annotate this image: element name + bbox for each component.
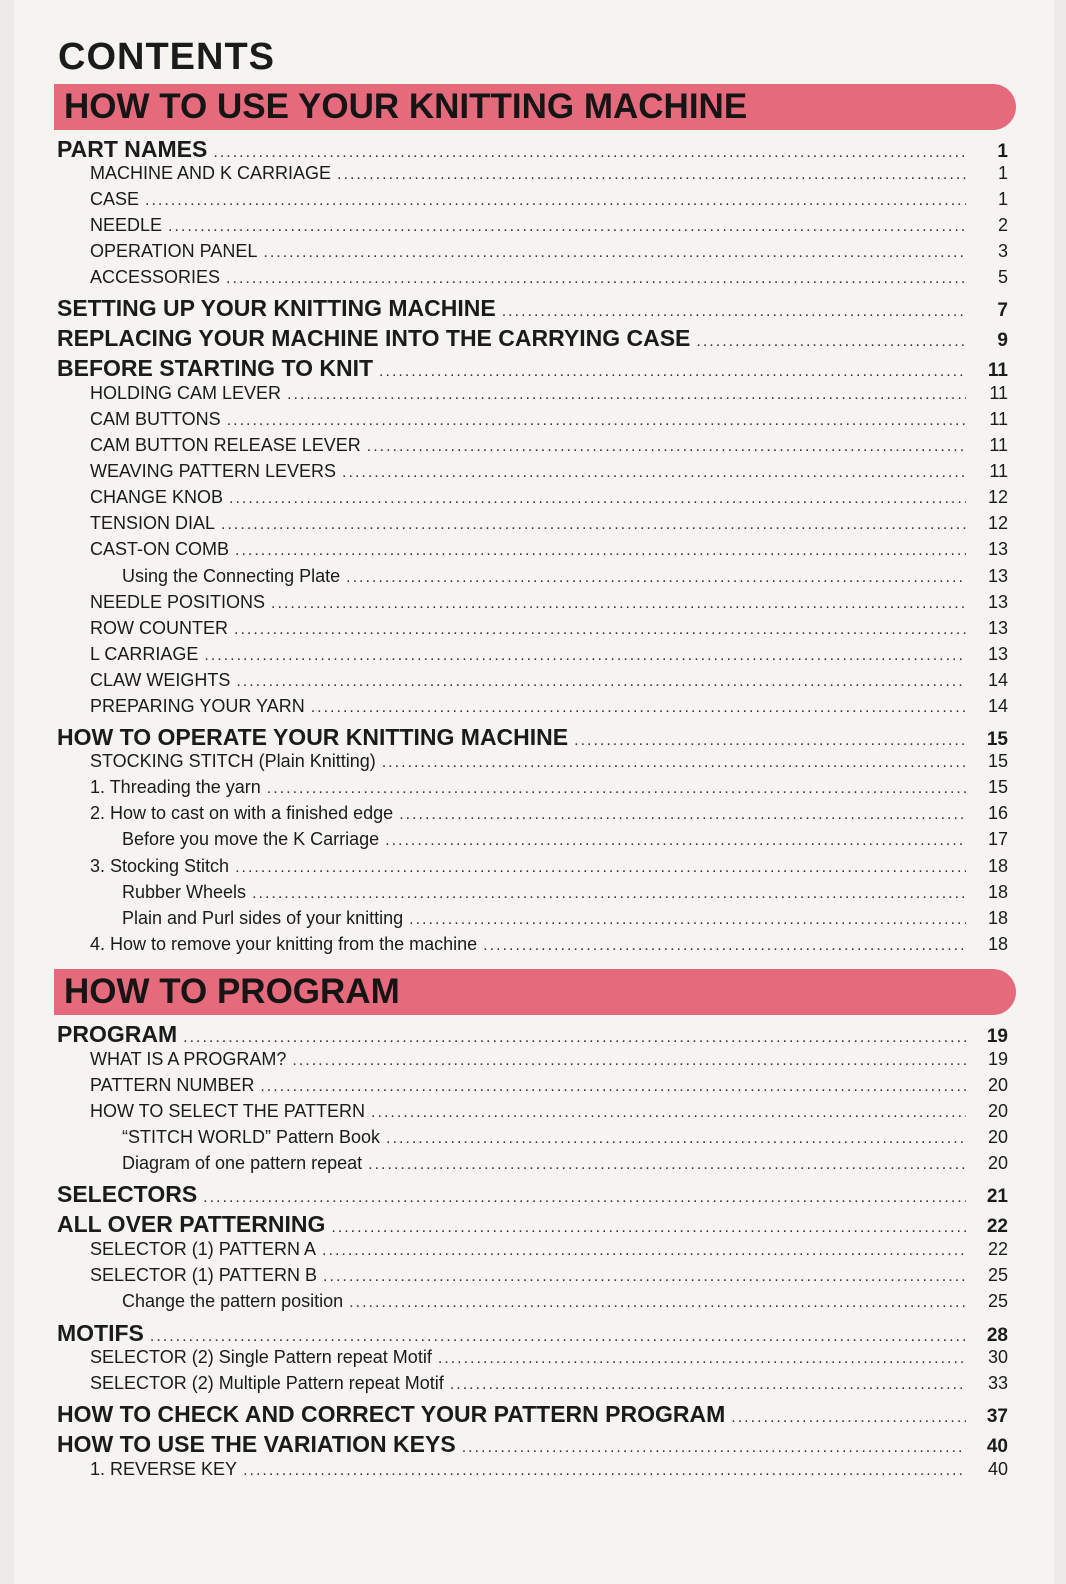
toc-entry: [90, 1265, 1008, 1291]
toc-entry: [90, 592, 1008, 618]
toc-entry-page: 11: [989, 383, 1008, 403]
toc-entry-page: 15: [987, 751, 1008, 771]
toc-entry-label: WEAVING PATTERN LEVERS: [90, 461, 337, 481]
toc-entry-label: PART NAMES: [57, 136, 208, 162]
section-heading: HOW TO PROGRAM: [64, 972, 400, 1011]
toc-entry-page: 20: [987, 1101, 1008, 1121]
toc-entry-label: PREPARING YOUR YARN: [90, 696, 305, 716]
toc-entry: [57, 325, 1008, 351]
dot-leader: [271, 595, 966, 613]
toc-entry: [57, 1401, 1008, 1427]
dot-leader: [379, 363, 966, 381]
toc-entry-label: STOCKING STITCH (Plain Knitting): [90, 751, 376, 771]
toc-entry-label: “STITCH WORLD” Pattern Book: [122, 1127, 381, 1147]
dot-leader: [696, 333, 966, 351]
toc-entry-page: 2: [997, 215, 1008, 235]
toc-entry-page: 18: [987, 856, 1008, 876]
toc-entry: [90, 383, 1008, 409]
toc-entry: [90, 1459, 1008, 1485]
toc-entry-label: 1. REVERSE KEY: [90, 1459, 238, 1479]
toc-entry-label: Rubber Wheels: [122, 882, 247, 902]
toc-entry: [57, 1181, 1008, 1207]
dot-leader: [226, 270, 966, 288]
toc-entry: [57, 295, 1008, 321]
toc-entry-label: PATTERN NUMBER: [90, 1075, 255, 1095]
dot-leader: [346, 569, 966, 587]
toc-entry-label: 1. Threading the yarn: [90, 777, 261, 797]
toc-entry-page: 1: [997, 189, 1008, 209]
toc-entry-page: 9: [997, 330, 1008, 351]
toc-entry-label: WHAT IS A PROGRAM?: [90, 1049, 287, 1069]
toc-entry: [90, 934, 1008, 960]
toc-entry: [57, 355, 1008, 381]
dot-leader: [183, 1029, 966, 1047]
toc-entry: [90, 215, 1008, 241]
toc-entry-label: NEEDLE: [90, 215, 163, 235]
dot-leader: [234, 621, 966, 639]
toc-entry: [90, 1373, 1008, 1399]
dot-leader: [368, 1156, 966, 1174]
toc-entry-label: L CARRIAGE: [90, 644, 199, 664]
toc-entry-page: 18: [987, 882, 1008, 902]
toc-entry-page: 20: [987, 1127, 1008, 1147]
toc-entry: [122, 908, 1008, 934]
dot-leader: [331, 1219, 966, 1237]
toc-entry-page: 37: [986, 1406, 1008, 1427]
toc-entry: [57, 136, 1008, 162]
toc-entry-label: CASE: [90, 189, 140, 209]
dot-leader: [267, 780, 966, 798]
dot-leader: [150, 1328, 966, 1346]
dot-leader: [462, 1439, 966, 1457]
toc-entry-label: 3. Stocking Stitch: [90, 856, 230, 876]
toc-entry-page: 1: [997, 141, 1008, 162]
dot-leader: [337, 166, 966, 184]
toc-entry: [90, 513, 1008, 539]
toc-entry-label: HOW TO SELECT THE PATTERN: [90, 1101, 366, 1121]
toc-entry-label: MACHINE AND K CARRIAGE: [90, 163, 332, 183]
toc-entry: [90, 1239, 1008, 1265]
toc-entry-page: 12: [987, 513, 1008, 533]
toc-entry: [57, 1211, 1008, 1237]
toc-entry: [122, 566, 1008, 592]
dot-leader: [367, 438, 966, 456]
dot-leader: [450, 1376, 966, 1394]
dot-leader: [399, 806, 966, 824]
toc-entry: [122, 829, 1008, 855]
toc-entry-page: 22: [986, 1216, 1008, 1237]
dot-leader: [235, 859, 966, 877]
toc-entry: [90, 189, 1008, 215]
dot-leader: [252, 885, 966, 903]
toc-entry-label: HOW TO CHECK AND CORRECT YOUR PATTERN PROGRAM: [57, 1401, 726, 1427]
toc-entry-label: HOLDING CAM LEVER: [90, 383, 282, 403]
toc-entry-label: HOW TO USE THE VARIATION KEYS: [57, 1431, 456, 1457]
toc-entry-page: 13: [987, 566, 1008, 586]
page-title: CONTENTS: [58, 36, 275, 78]
toc-entry-label: SELECTOR (2) Multiple Pattern repeat Motif: [90, 1373, 444, 1393]
toc-entry: [122, 1291, 1008, 1317]
toc-entry-label: HOW TO OPERATE YOUR KNITTING MACHINE: [57, 724, 569, 750]
toc-entry-label: BEFORE STARTING TO KNIT: [57, 355, 374, 381]
toc-entry-page: 22: [987, 1239, 1008, 1259]
toc-entry-label: OPERATION PANEL: [90, 241, 258, 261]
toc-entry-page: 20: [987, 1153, 1008, 1173]
toc-entry-page: 19: [986, 1026, 1008, 1047]
dot-leader: [145, 192, 966, 210]
dot-leader: [311, 699, 966, 717]
toc-entry: [90, 487, 1008, 513]
toc-entry-page: 30: [987, 1347, 1008, 1367]
toc-entry: [57, 724, 1008, 750]
toc-entry-label: NEEDLE POSITIONS: [90, 592, 266, 612]
toc-entry-label: ALL OVER PATTERNING: [57, 1211, 326, 1237]
dot-leader: [168, 218, 966, 236]
toc-entry: [90, 751, 1008, 777]
dot-leader: [221, 516, 966, 534]
toc-entry-label: PROGRAM: [57, 1021, 178, 1047]
toc-entry: [90, 163, 1008, 189]
dot-leader: [322, 1242, 966, 1260]
toc-entry-page: 16: [987, 803, 1008, 823]
toc-entry-label: CAM BUTTON RELEASE LEVER: [90, 435, 361, 455]
toc-entry: [57, 1431, 1008, 1457]
toc-entry-label: TENSION DIAL: [90, 513, 216, 533]
toc-entry-label: MOTIFS: [57, 1320, 144, 1346]
dot-leader: [409, 911, 966, 929]
toc-entry: [90, 1049, 1008, 1075]
toc-entry-label: Using the Connecting Plate: [122, 566, 341, 586]
toc-entry: [90, 435, 1008, 461]
dot-leader: [483, 937, 966, 955]
toc-entry-label: REPLACING YOUR MACHINE INTO THE CARRYING CASE: [57, 325, 691, 351]
dot-leader: [438, 1350, 966, 1368]
toc-entry-page: 13: [987, 644, 1008, 664]
toc-entry: [90, 670, 1008, 696]
toc-entry: [90, 777, 1008, 803]
dot-leader: [203, 1189, 966, 1207]
dot-leader: [371, 1104, 966, 1122]
dot-leader: [349, 1294, 966, 1312]
section-heading: HOW TO USE YOUR KNITTING MACHINE: [64, 87, 748, 126]
toc-entry-label: CHANGE KNOB: [90, 487, 224, 507]
toc-entry-page: 13: [987, 592, 1008, 612]
toc-entry-page: 11: [989, 409, 1008, 429]
toc-entry: [90, 1101, 1008, 1127]
toc-entry-label: SELECTOR (2) Single Pattern repeat Motif: [90, 1347, 432, 1367]
dot-leader: [260, 1078, 966, 1096]
toc-entry-page: 11: [987, 360, 1008, 381]
toc-entry: [122, 882, 1008, 908]
toc-entry: [90, 696, 1008, 722]
toc-entry-label: CLAW WEIGHTS: [90, 670, 231, 690]
toc-entry-label: 2. How to cast on with a finished edge: [90, 803, 394, 823]
toc-entry: [57, 1021, 1008, 1047]
dot-leader: [213, 144, 966, 162]
toc-entry-label: SELECTOR (1) PATTERN A: [90, 1239, 317, 1259]
toc-entry-page: 19: [987, 1049, 1008, 1069]
toc-entry-page: 5: [997, 267, 1008, 287]
dot-leader: [236, 673, 966, 691]
toc-entry: [90, 241, 1008, 267]
dot-leader: [385, 832, 966, 850]
toc-entry-page: 12: [987, 487, 1008, 507]
dot-leader: [227, 412, 966, 430]
toc-entry-page: 40: [987, 1459, 1008, 1479]
toc-entry-label: CAM BUTTONS: [90, 409, 221, 429]
toc-entry: [90, 461, 1008, 487]
dot-leader: [263, 244, 966, 262]
toc-entry-page: 15: [986, 729, 1008, 750]
toc-entry-page: 33: [987, 1373, 1008, 1393]
dot-leader: [574, 732, 966, 750]
toc-entry-label: SETTING UP YOUR KNITTING MACHINE: [57, 295, 496, 321]
dot-leader: [386, 1130, 966, 1148]
toc-entry: [90, 1075, 1008, 1101]
toc-entry: [90, 267, 1008, 293]
dot-leader: [323, 1268, 966, 1286]
toc-entry-page: 25: [987, 1265, 1008, 1285]
toc-entry: [90, 409, 1008, 435]
dot-leader: [731, 1409, 966, 1427]
toc-entry-label: Plain and Purl sides of your knitting: [122, 908, 404, 928]
toc-entry-label: CAST-ON COMB: [90, 539, 230, 559]
toc-entry-label: Before you move the K Carriage: [122, 829, 380, 849]
toc-entry-label: SELECTOR (1) PATTERN B: [90, 1265, 318, 1285]
dot-leader: [235, 542, 966, 560]
toc-entry-page: 40: [986, 1436, 1008, 1457]
toc-entry-page: 18: [987, 908, 1008, 928]
toc-entry-page: 15: [987, 777, 1008, 797]
dot-leader: [243, 1462, 966, 1480]
toc-entry-page: 14: [987, 670, 1008, 690]
toc-entry: [57, 1320, 1008, 1346]
toc-entry-page: 25: [987, 1291, 1008, 1311]
toc-entry: [90, 1347, 1008, 1373]
toc-entry-page: 13: [987, 618, 1008, 638]
dot-leader: [287, 386, 966, 404]
toc-entry-label: 4. How to remove your knitting from the machine: [90, 934, 478, 954]
toc-entry-page: 3: [997, 241, 1008, 261]
toc-entry: [122, 1153, 1008, 1179]
toc-entry-label: ROW COUNTER: [90, 618, 228, 638]
section-banner-program: [54, 969, 1016, 1015]
toc-entry: [90, 618, 1008, 644]
toc-entry: [90, 539, 1008, 565]
toc-entry: [90, 856, 1008, 882]
toc-entry-page: 1: [997, 163, 1008, 183]
toc-entry-label: Change the pattern position: [122, 1291, 344, 1311]
dot-leader: [502, 303, 966, 321]
toc-entry-page: 17: [987, 829, 1008, 849]
dot-leader: [292, 1052, 966, 1070]
dot-leader: [204, 647, 966, 665]
toc-entry-page: 11: [989, 435, 1008, 455]
toc-entry-label: Diagram of one pattern repeat: [122, 1153, 363, 1173]
toc-entry: [90, 803, 1008, 829]
toc-entry-page: 7: [997, 300, 1008, 321]
toc-entry-page: 13: [987, 539, 1008, 559]
toc-entry-label: ACCESSORIES: [90, 267, 221, 287]
section-banner-use-machine: [54, 84, 1016, 130]
toc-entry-page: 20: [987, 1075, 1008, 1095]
dot-leader: [342, 464, 966, 482]
dot-leader: [229, 490, 966, 508]
toc-entry-page: 21: [986, 1186, 1008, 1207]
toc-entry-page: 11: [989, 461, 1008, 481]
toc-entry-page: 14: [987, 696, 1008, 716]
toc-entry: [122, 1127, 1008, 1153]
toc-entry: [90, 644, 1008, 670]
toc-entry-label: SELECTORS: [57, 1181, 198, 1207]
toc-entry-page: 18: [987, 934, 1008, 954]
dot-leader: [382, 754, 966, 772]
toc-entry-page: 28: [986, 1325, 1008, 1346]
